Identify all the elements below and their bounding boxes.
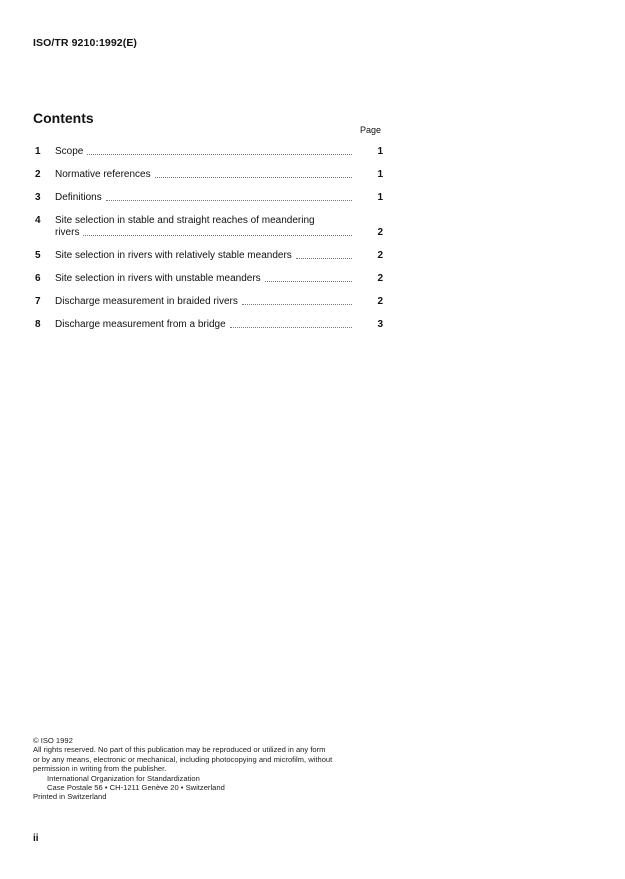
page-column-label: Page [359,125,381,135]
publisher-address: Case Postale 56 • CH-1211 Genève 20 • Switzerland [47,783,225,793]
toc-entry-title: Normative references [55,169,151,180]
toc-entry-page: 2 [377,227,383,238]
leader-dots [296,258,352,259]
contents-title: Contents [33,110,94,126]
toc-entry-number: 6 [35,273,41,284]
toc-entry-number: 8 [35,319,41,330]
toc-entry-number: 4 [35,215,41,226]
leader-dots [155,177,352,178]
toc-entry-number: 3 [35,192,41,203]
document-id: ISO/TR 9210:1992(E) [33,37,138,49]
toc-entry-title: Site selection in rivers with relatively stable meanders [55,250,292,261]
toc-entry-page: 3 [377,319,383,330]
rights-statement: or by any means, electronic or mechanical, including photocopying and microfilm, without [33,754,333,764]
rights-statement: permission in writing from the publisher. [33,764,167,774]
rights-statement: All rights reserved. No part of this publication may be reproduced or utilized in any form [33,745,326,755]
toc-entry-title-continued: rivers [55,227,80,238]
publisher-name: International Organization for Standardization [47,773,200,783]
copyright-notice [33,736,383,802]
toc-entry-title: Site selection in stable and straight reaches of meandering [55,215,315,226]
toc-entry-title: Site selection in rivers with unstable meanders [55,273,261,284]
leader-dots [106,200,352,201]
leader-dots [242,304,352,305]
toc-entry-number: 1 [35,146,41,157]
copyright-line: © ISO 1992 [33,736,73,745]
toc-entry-title: Discharge measurement from a bridge [55,319,226,330]
printed-in: Printed in Switzerland [33,792,107,802]
leader-dots [83,235,352,236]
toc-entry-number: 2 [35,169,41,180]
page-number: ii [33,833,39,844]
toc-entry-page: 2 [377,273,383,284]
toc-entry-page: 2 [377,250,383,261]
toc-entry-page: 1 [377,146,383,157]
toc-entry-title: Scope [55,146,84,157]
toc-entry-page: 1 [377,192,383,203]
toc-entry-page: 2 [377,296,383,307]
leader-dots [230,327,352,328]
toc-entry-number: 7 [35,296,41,307]
toc-entry-number: 5 [35,250,41,261]
leader-dots [87,154,352,155]
toc-entry-title: Definitions [55,192,102,203]
toc-entry-page: 1 [377,169,383,180]
toc-entry-title: Discharge measurement in braided rivers [55,296,238,307]
leader-dots [265,281,352,282]
